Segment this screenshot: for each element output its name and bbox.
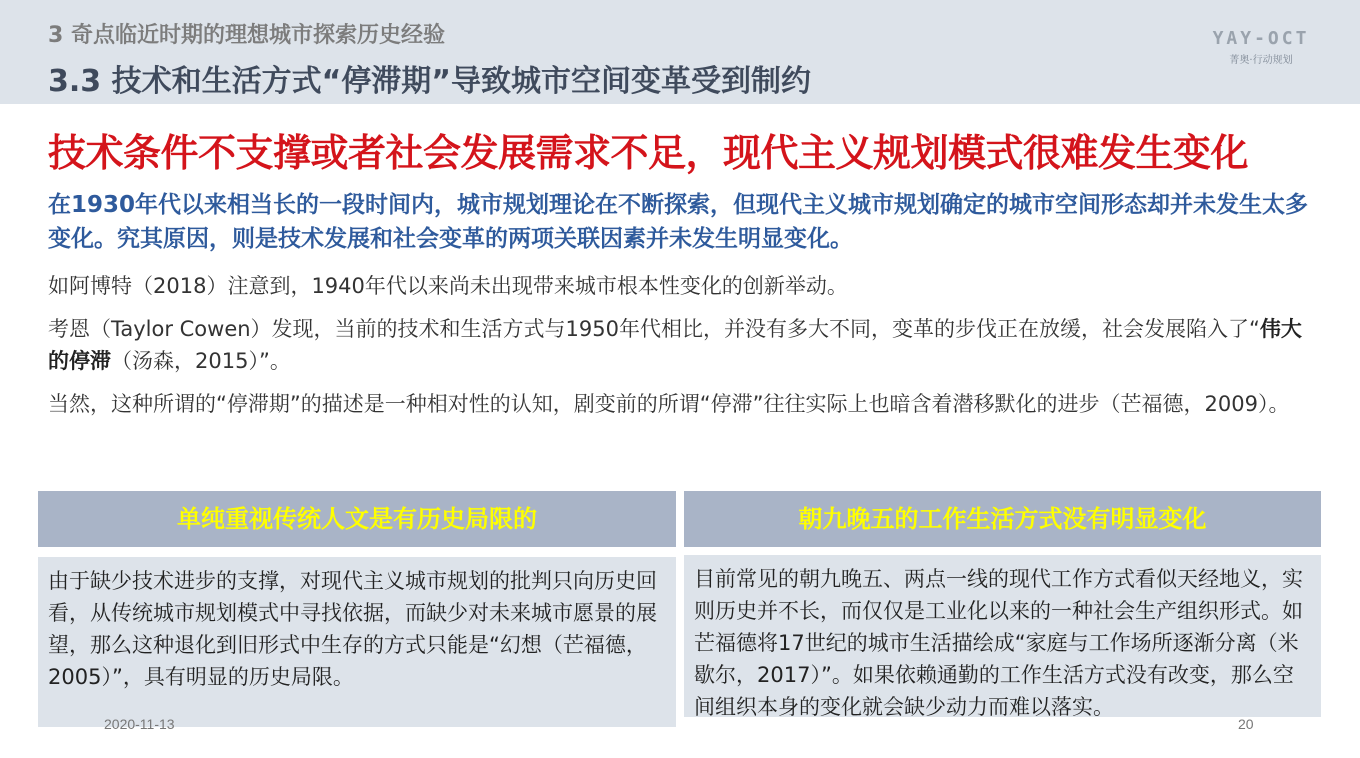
logo-subtitle: 菁奥·行动规划 xyxy=(1229,55,1293,66)
paragraph-cowen-citation: （汤森，2015）”。 xyxy=(111,349,291,373)
great-stagnation-emphasis: 伟大的停滞 xyxy=(48,317,1302,373)
paragraph-abbott: 如阿博特（2018）注意到，1940年代以来尚未出现带来城市根本性变化的创新举动。 xyxy=(48,274,848,298)
logo-mark: YAY-OCT xyxy=(1212,28,1310,49)
slide-title: 3.3 技术和生活方式“停滞期”导致城市空间变革受到制约 xyxy=(48,64,812,99)
page-number: 20 xyxy=(1238,716,1254,732)
paragraph-cowen-text: 考恩（Taylor Cowen）发现，当前的技术和生活方式与1950年代相比，并没有多大不同，变革的步伐正在放缓，社会发展陷入了“ xyxy=(48,317,1260,341)
slide-header xyxy=(0,0,1360,104)
panel-work-lifestyle xyxy=(684,491,1321,717)
lead-paragraph: 在1930年代以来相当长的一段时间内，城市规划理论在不断探索，但现代主义城市规划确定的城市空间形态却并未发生太多变化。究其原因，则是技术发展和社会变革的两项关联因素并未发生明显变化。 xyxy=(48,192,1309,252)
panel-traditional-humanities xyxy=(38,491,676,727)
paragraph-mumford: 当然，这种所谓的“停滞期”的描述是一种相对性的认知，剧变前的所谓“停滞”往往实际上也暗含着潜移默化的进步（芒福德，2009）。 xyxy=(48,392,1290,416)
brand-logo xyxy=(1196,28,1326,72)
section-title: 3 奇点临近时期的理想城市探索历史经验 xyxy=(48,23,445,48)
paragraph-cowen xyxy=(48,313,1318,377)
footer-date: 2020-11-13 xyxy=(104,716,175,732)
panel-title: 朝九晚五的工作生活方式没有明显变化 xyxy=(684,491,1321,547)
panel-body: 由于缺少技术进步的支撑，对现代主义城市规划的批判只向历史回看，从传统城市规划模式中寻找依据，而缺少对未来城市愿景的展望，那么这种退化到旧形式中生存的方式只能是“幻想（芒福德，2005）”，具有明显的历史局限。 xyxy=(38,557,676,727)
panel-body: 目前常见的朝九晚五、两点一线的现代工作方式看似天经地义，实则历史并不长，而仅仅是工业化以来的一种社会生产组织形式。如芒福德将17世纪的城市生活描绘成“家庭与工作场所逐渐分离（米歇尔，2017）”。如果依赖通勤的工作生活方式没有改变，那么空间组织本身的变化就会缺少动力而难以落实。 xyxy=(684,555,1321,717)
headline: 技术条件不支撑或者社会发展需求不足，现代主义规划模式很难发生变化 xyxy=(48,131,1249,175)
panel-title: 单纯重视传统人文是有历史局限的 xyxy=(38,491,676,547)
